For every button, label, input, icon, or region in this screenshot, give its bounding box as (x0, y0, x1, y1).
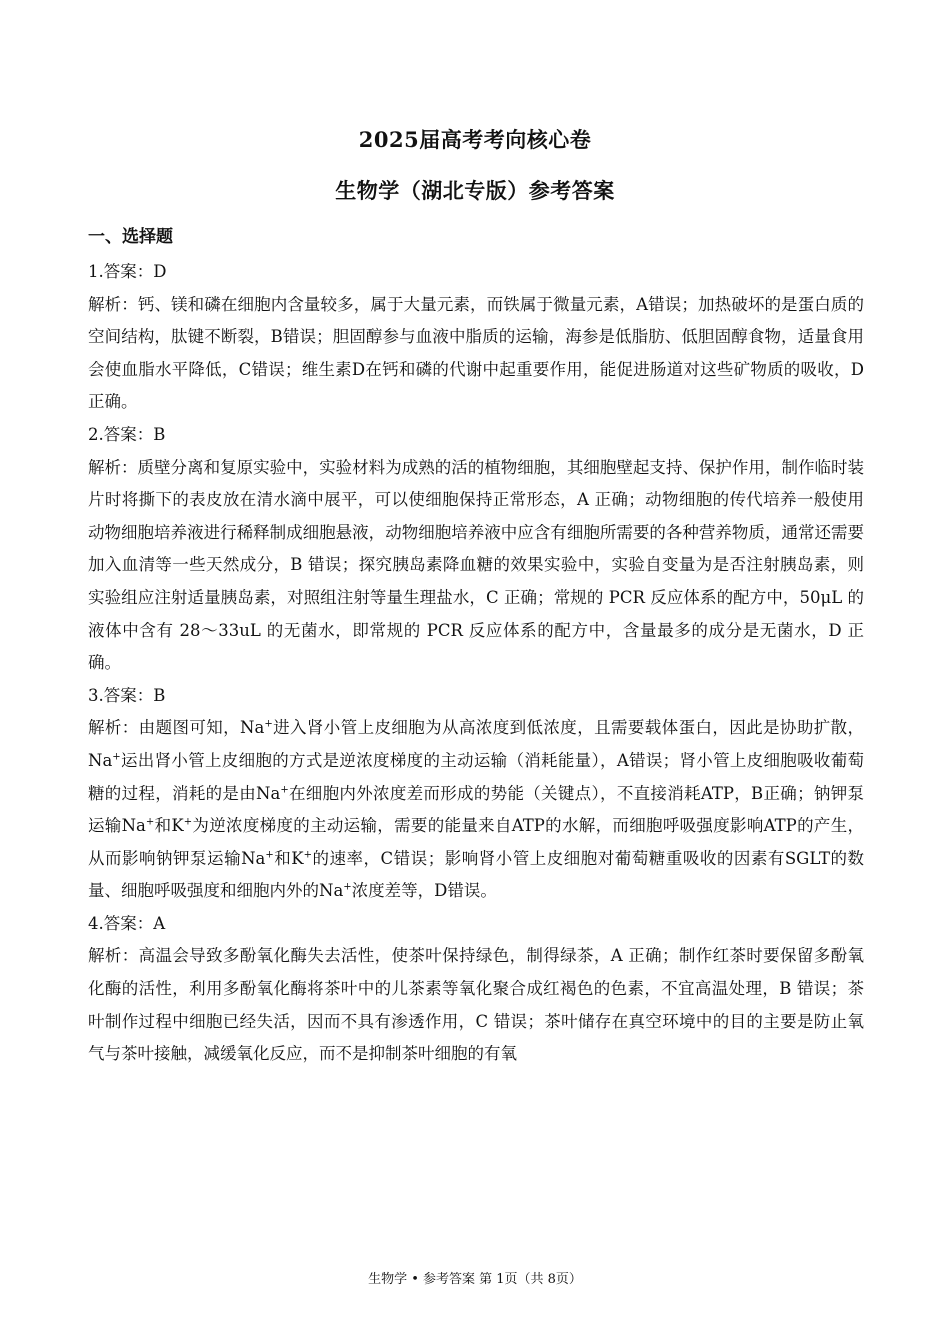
question-2-answer: 2.答案：B (88, 424, 166, 444)
explanation-text: 浓度差等，D错误。 (351, 881, 497, 901)
superscript-plus: + (265, 849, 274, 861)
explanation-text: 解析：由题图可知，Na (88, 718, 265, 738)
document-subtitle: 生物学（湖北专版）参考答案 (335, 178, 615, 203)
question-1-explanation: 解析：钙、镁和磷在细胞内含量较多，属于大量元素，而铁属于微量元素，A错误；加热破坏的是蛋白质的空间结构，肽键不断裂，B错误；胆固醇参与血液中脂质的运输，海参是低脂肪、低胆固醇食物，适量食用会使血脂水平降低，C错误；维生素D在钙和磷的代谢中起重要作用，能促进肠道对这些矿物质的吸收，D正确。 (88, 294, 864, 412)
question-4-answer: 4.答案：A (88, 913, 166, 933)
explanation-text: 和K (154, 816, 184, 836)
explanation-text: 为逆浓度梯度的主动运输，需要的能量来自ATP的水解，而细胞呼吸强度影响ATP的产生，从而影响钠钾泵运输Na (88, 816, 865, 868)
superscript-plus: + (343, 881, 352, 893)
superscript-plus: + (264, 718, 273, 730)
superscript-plus: + (183, 816, 193, 828)
explanation-text: 的速率，C错误；影响肾小管上皮细胞对葡萄糖重吸收的因素有SGLT的数量、细胞呼吸强度和细胞内外的Na (88, 848, 865, 901)
explanation-text: 进入肾小管上皮细胞为从高浓度到低浓度，且需要载体蛋白，因此是协助扩散，Na (88, 718, 865, 770)
explanation-text: 运出肾小管上皮细胞的方式是逆浓度梯度的主动运输（消耗能量），A错误；肾小管上皮细胞吸收葡萄糖的过程，消耗的是由Na (88, 750, 864, 803)
question-3-explanation (88, 712, 864, 908)
document-title: 2025届高考考向核心卷 (358, 127, 592, 152)
superscript-plus: + (145, 816, 155, 828)
question-3-answer: 3.答案：B (88, 685, 166, 705)
question-4-explanation: 解析：高温会导致多酚氧化酶失去活性，使茶叶保持绿色，制得绿茶，A 正确；制作红茶时要保留多酚氧化酶的活性，利用多酚氧化酶将茶叶中的儿茶素等氧化聚合成红褐色的色素，不宜高温处理，B 错误；茶叶制作过程中细胞已经失活，因而不具有渗透作用，C 错误；茶叶储存在真空环境中的目的主要是防止氧气与茶叶接触，减缓氧化反应，而不是抑制茶叶细胞的有氧 (88, 946, 864, 1064)
superscript-plus: + (303, 849, 312, 861)
question-1-answer: 1.答案：D (88, 262, 167, 281)
page-footer: 生物学 • 参考答案 第 1页（共 8页） (368, 1272, 582, 1287)
explanation-text: 和K (273, 848, 304, 868)
section-heading: 一、选择题 (88, 227, 173, 247)
answers-content (88, 256, 864, 1071)
superscript-plus: + (280, 784, 289, 795)
explanation-text: 在细胞内外浓度差而形成的势能（关键点），不直接消耗ATP，B正确；钠钾泵运输Na (88, 783, 864, 836)
question-2-explanation: 解析：质壁分离和复原实验中，实验材料为成熟的活的植物细胞，其细胞壁起支持、保护作用，制作临时装片时将撕下的表皮放在清水滴中展平，可以使细胞保持正常形态，A 正确；动物细胞的传代培养一般使用动物细胞培养液进行稀释制成细胞悬液，动物细胞培养液中应含有细胞所需要的各种营养物质，通常还需要加入血清等一些天然成分，B 错误；探究胰岛素降血糖的效果实验中，实验自变量为是否注射胰岛素，则实验组应注射适量胰岛素，对照组注射等量生理盐水，C 正确；常规的 PCR 反应体系的配方中，50μL 的液体中含有 28～33uL 的无菌水，即常规的 PCR 反应体系的配方中，含量最多的成分是无菌水，D 正确。 (88, 457, 864, 673)
superscript-plus: + (112, 751, 121, 763)
